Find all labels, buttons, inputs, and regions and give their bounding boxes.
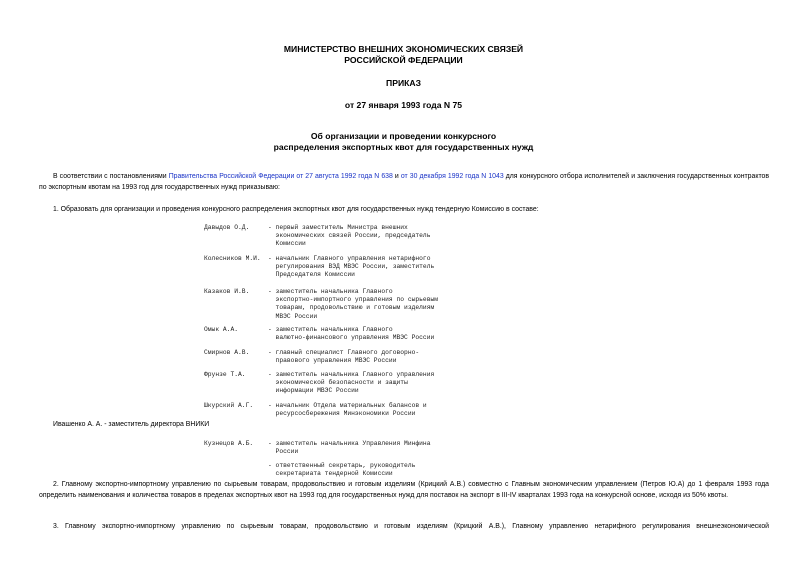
decree-638-link[interactable]: Правительства Российской Федерации от 27 августа 1992 года N 638 [168,173,393,180]
preamble-suffix: для конкурсного отбора исполнителей и заключения государственных контрактов по экспортным квотам на 1993 год для государственных нужд приказываю: [39,173,770,191]
date-number: от 27 января 1993 года N 75 [344,100,463,110]
member-desc: - заместитель начальника Управления Минфина России [268,440,431,456]
member-desc: - начальник Отдела материальных балансов и ресурсосбережения Минэкономики России [268,402,427,418]
preamble [39,171,769,193]
member-name: Омык А.А. [204,326,239,333]
member-name: Фрунзе Т.А. [204,371,246,378]
item-1: 1. Образовать для организации и проведения конкурсного распределения экспортных квот для государственных нужд тендерную Комиссию в составе: [53,206,539,213]
ministry-line-1: МИНИСТЕРСТВО ВНЕШНИХ ЭКОНОМИЧЕСКИХ СВЯЗЕЙ [283,44,524,54]
member-name: Колесников М.И. [204,255,261,262]
doc-type: ПРИКАЗ [386,78,421,88]
title-line-1: Об организации и проведении конкурсного [310,131,497,141]
ivashenko-line: Ивашенко А. А. - заместитель директора ВНИКИ [53,421,210,428]
preamble-prefix: В соответствии с постановлениями [53,173,169,180]
member-desc: - заместитель начальника Главного управления экономической безопасности и защиты информации МВЭС России [268,371,435,395]
member-name: Кузнецов А.Б. [204,440,254,447]
member-desc: - первый заместитель Министра внешних экономических связей России, председатель Комиссии [268,224,431,248]
item-2: 2. Главному экспортно-импортному управлению по сырьевым товарам, продовольствию и готовым изделиям (Крицкий А.В.) совместно с Главным экономическим управлением (Петров Ю.А) до 1 февраля 1993 года определить наименования и количества товаров в пределах экспортных квот на 1993 год для государственных нужд для поставок на экспорт в III-IV кварталах 1993 года на конкурсной основе, исходя из 50% квоты. [39,481,769,499]
member-desc: - заместитель начальника Главного экспортно-импортного управления по сырьевым товарам, продовольствию и готовым изделиям МВЭС России [268,288,439,320]
ministry-line-2: РОССИЙСКОЙ ФЕДЕРАЦИИ [344,55,463,65]
secretary-desc: - ответственный секретарь, руководитель секретариата тендерной Комиссии [268,462,416,478]
member-desc: - главный специалист Главного договорно- правового управления МВЭС России [268,349,420,365]
preamble-middle: и [392,173,401,180]
member-name: Казаков И.В. [204,288,250,295]
member-desc: - начальник Главного управления нетарифного регулирования ВЭД МВЭС России, заместитель Председателя Комиссии [268,255,435,279]
title-line-2: распределения экспортных квот для государственных нужд [273,142,534,152]
member-name: Шкурский А.Г. [204,402,254,409]
member-name: Давыдов О.Д. [204,224,250,231]
item-3: 3. Главному экспортно-импортному управлению по сырьевым товарам, продовольствию и готовым изделиям (Крицкий А.В.), Главному управлению нетарифного регулирования внешнеэкономической [53,523,769,530]
member-name: Смирнов А.В. [204,349,250,356]
member-desc: - заместитель начальника Главного валютно-финансового управления МВЭС России [268,326,435,342]
decree-1043-link[interactable]: от 30 декабря 1992 года N 1043 [400,173,504,180]
